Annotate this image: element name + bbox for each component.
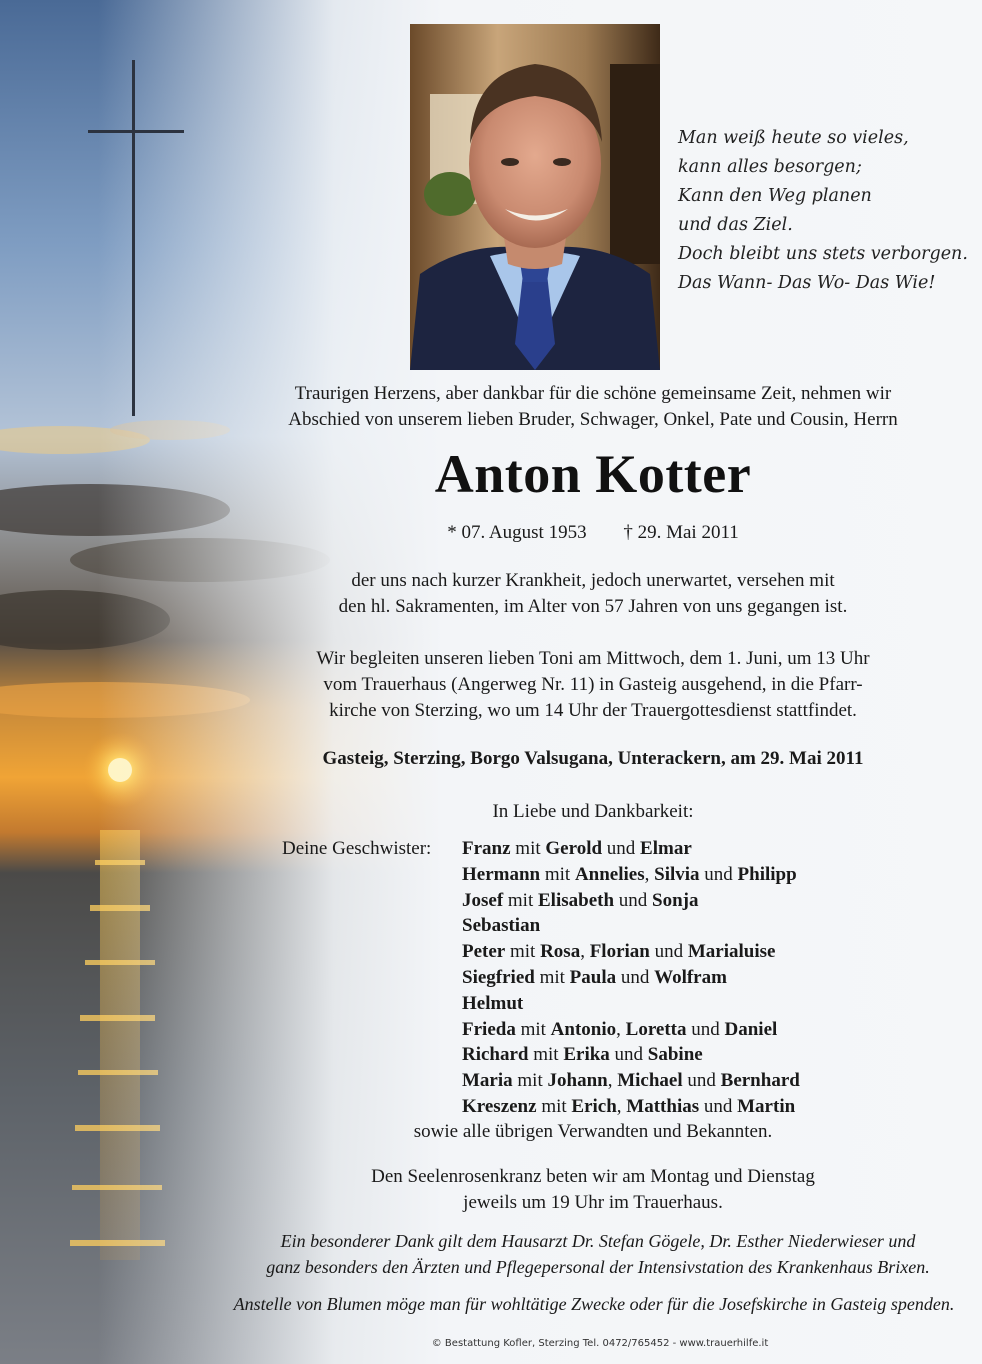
sibling-name: Peter <box>462 941 506 963</box>
sibling-name: Daniel <box>724 1018 778 1040</box>
thanks-line: ganz besonders den Ärzten und Pflegepersonal der Intensivstation des Krankenhaus Brixen. <box>266 1257 930 1277</box>
love-line: In Liebe und Dankbarkeit: <box>492 801 694 822</box>
sibling-name: Frieda <box>462 1018 516 1040</box>
sibling-name: Erich <box>571 1095 617 1117</box>
sibling-connector: und <box>614 889 653 911</box>
funeral-text <box>226 646 960 724</box>
sibling-connector: und <box>682 1070 721 1092</box>
sibling-lines <box>462 836 800 1120</box>
sibling-name: Elisabeth <box>538 889 615 911</box>
poem <box>678 124 968 298</box>
others-line: sowie alle übrigen Verwandten und Bekannten. <box>413 1121 773 1142</box>
sibling-name: Rosa <box>540 941 581 963</box>
rosary-text <box>226 1164 960 1216</box>
footer-credit: © Bestattung Kofler, Sterzing Tel. 0472/765452 - www.trauerhilfe.it <box>431 1338 769 1349</box>
sibling-name: Hermann <box>462 863 541 885</box>
sibling-name: Kreszenz <box>462 1095 537 1117</box>
sibling-name: Bernhard <box>720 1070 800 1092</box>
sibling-name: Matthias <box>626 1095 700 1117</box>
intro-line: Abschied von unserem lieben Bruder, Schwager, Onkel, Pate und Cousin, Herrn <box>288 409 898 430</box>
sibling-connector: mit <box>515 1018 551 1040</box>
deceased-name: Anton Kotter <box>434 444 752 504</box>
poem-line: Kann den Weg planen <box>678 186 872 206</box>
sibling-name: Silvia <box>654 863 700 885</box>
poem-line: kann alles besorgen; <box>678 157 862 177</box>
sibling-line <box>462 1068 800 1094</box>
sibling-name: Sonja <box>652 889 699 911</box>
poem-line: Doch bleibt uns stets verborgen. <box>678 244 968 264</box>
sibling-name: Maria <box>462 1070 513 1092</box>
sibling-name: Siegfried <box>462 966 535 988</box>
sibling-line <box>462 1017 800 1043</box>
poem-line: Man weiß heute so vieles, <box>678 128 909 148</box>
sibling-connector: und <box>616 966 655 988</box>
sibling-name: Erika <box>563 1044 610 1066</box>
portrait-photo <box>410 24 660 370</box>
rosary-line: jeweils um 19 Uhr im Trauerhaus. <box>463 1192 723 1213</box>
sibling-line <box>462 1042 800 1068</box>
sibling-connector: , <box>644 863 655 885</box>
sibling-connector: mit <box>540 863 575 885</box>
sibling-connector: mit <box>536 1095 572 1117</box>
flowers-note: Anstelle von Blumen möge man für wohltätige Zwecke oder für die Josefskirche in Gasteig spenden. <box>233 1294 955 1314</box>
sibling-connector: mit <box>528 1044 564 1066</box>
sibling-connector: und <box>686 1018 725 1040</box>
poem-line: Das Wann- Das Wo- Das Wie! <box>678 273 936 293</box>
cross-icon <box>88 60 184 416</box>
sibling-name: Antonio <box>550 1018 617 1040</box>
sibling-line <box>462 1094 800 1120</box>
sibling-name: Helmut <box>462 992 524 1014</box>
funeral-line: Wir begleiten unseren lieben Toni am Mittwoch, dem 1. Juni, um 13 Uhr <box>316 648 870 669</box>
life-dates <box>226 522 960 544</box>
sibling-name: Florian <box>589 941 650 963</box>
sibling-connector: und <box>609 1044 648 1066</box>
sibling-line <box>462 991 800 1017</box>
passing-text <box>226 568 960 620</box>
sibling-name: Paula <box>569 966 617 988</box>
sibling-name: Gerold <box>545 838 603 859</box>
sibling-name: Annelies <box>574 863 645 885</box>
sibling-line <box>462 913 800 939</box>
death-date: † 29. Mai 2011 <box>623 522 739 543</box>
sibling-line <box>462 836 800 862</box>
sibling-name: Wolfram <box>654 966 727 988</box>
sibling-name: Philipp <box>737 863 797 885</box>
sibling-name: Richard <box>462 1044 529 1066</box>
sibling-line <box>462 888 800 914</box>
sibling-connector: , <box>616 1095 627 1117</box>
sibling-connector: , <box>607 1070 618 1092</box>
sibling-name: Franz <box>462 838 511 859</box>
sibling-name: Johann <box>547 1070 608 1092</box>
sibling-name: Marialuise <box>687 941 776 963</box>
sibling-connector: mit <box>503 889 538 911</box>
sibling-connector: mit <box>534 966 570 988</box>
sibling-name: Martin <box>737 1095 796 1117</box>
rosary-line: Den Seelenrosenkranz beten wir am Montag und Dienstag <box>371 1166 815 1187</box>
sibling-connector: mit <box>510 838 546 859</box>
sibling-connector: und <box>649 941 688 963</box>
sibling-name: Sabine <box>647 1044 703 1066</box>
sibling-name: Josef <box>462 889 504 911</box>
siblings-label: Deine Geschwister: <box>282 838 432 859</box>
sibling-connector: mit <box>512 1070 548 1092</box>
sibling-line <box>462 965 800 991</box>
poem-line: und das Ziel. <box>678 215 793 235</box>
sibling-line <box>462 939 800 965</box>
sibling-connector: und <box>699 863 738 885</box>
sibling-name: Elmar <box>640 838 692 859</box>
sibling-name: Loretta <box>625 1018 687 1040</box>
funeral-line: vom Trauerhaus (Angerweg Nr. 11) in Gasteig ausgehend, in die Pfarr- <box>323 674 863 695</box>
passing-line: der uns nach kurzer Krankheit, jedoch unerwartet, versehen mit <box>351 570 835 591</box>
place-date: Gasteig, Sterzing, Borgo Valsugana, Unterackern, am 29. Mai 2011 <box>322 748 864 769</box>
sibling-connector: , <box>616 1018 626 1040</box>
birth-date: * 07. August 1953 <box>447 522 587 543</box>
sibling-connector: mit <box>505 941 541 963</box>
passing-line: den hl. Sakramenten, im Alter von 57 Jahren von uns gegangen ist. <box>338 596 848 617</box>
sibling-line <box>462 862 800 888</box>
thanks-text <box>226 1228 970 1280</box>
intro-line: Traurigen Herzens, aber dankbar für die schöne gemeinsame Zeit, nehmen wir <box>294 383 892 404</box>
sibling-connector: und <box>699 1095 738 1117</box>
sibling-name: Michael <box>617 1070 683 1092</box>
funeral-line: kirche von Sterzing, wo um 14 Uhr der Trauergottesdienst stattfindet. <box>329 700 857 721</box>
sibling-connector: , <box>580 941 590 963</box>
sibling-connector: und <box>602 838 641 859</box>
intro-text <box>226 381 960 433</box>
thanks-line: Ein besonderer Dank gilt dem Hausarzt Dr. Stefan Gögele, Dr. Esther Niederwieser und <box>280 1231 916 1251</box>
sibling-name: Sebastian <box>462 915 541 937</box>
